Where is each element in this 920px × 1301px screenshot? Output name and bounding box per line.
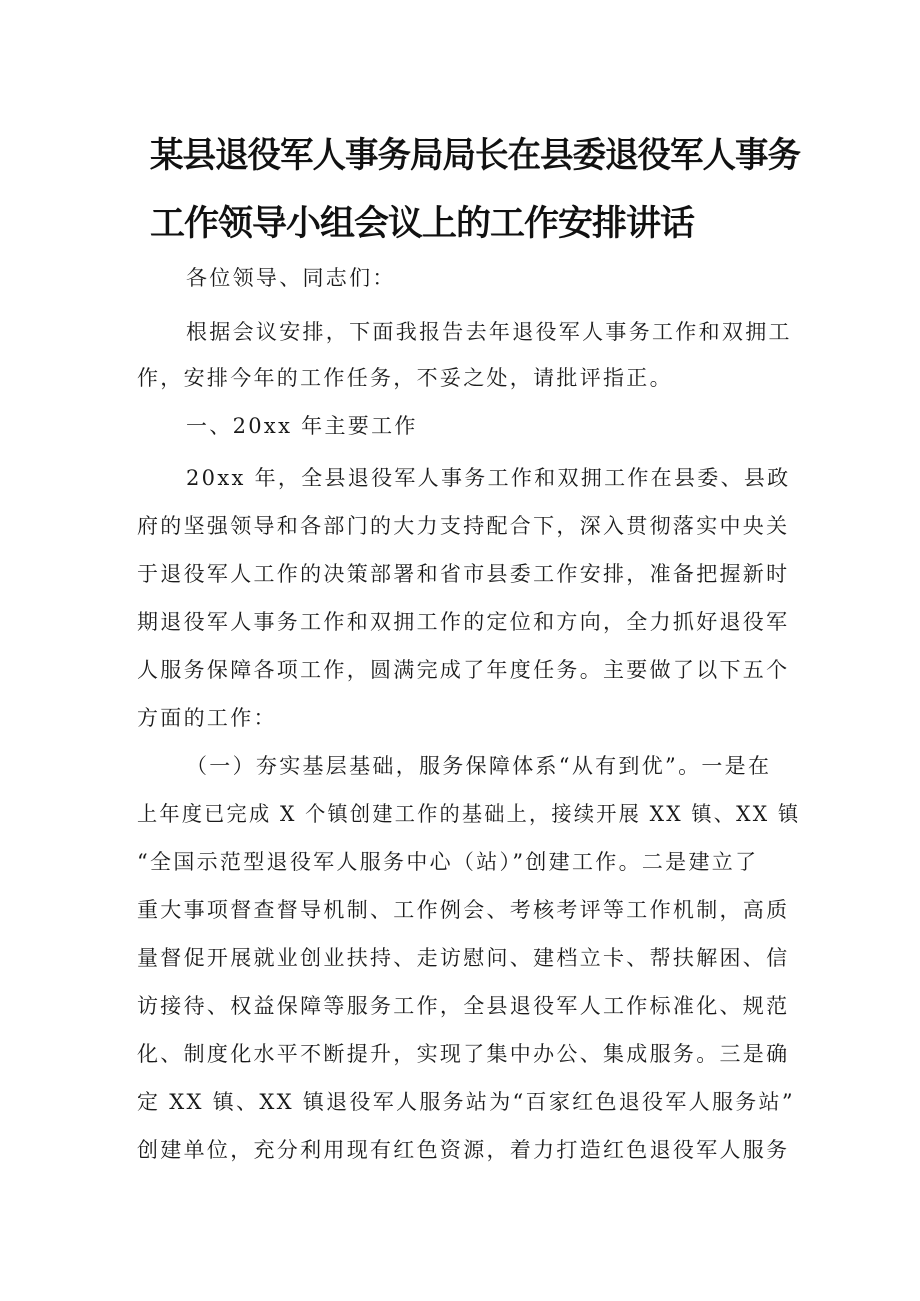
paragraph-line: 创建单位，充分利用现有红色资源，着力打造红色退役军人服务 <box>137 1138 790 1162</box>
document-title-line-2: 工作领导小组会议上的工作安排讲话 <box>150 204 695 244</box>
paragraph-line: 定 XX 镇、XX 镇退役军人服务站为“百家红色退役军人服务站” <box>137 1090 795 1114</box>
paragraph-line: 重大事项督查督导机制、工作例会、考核考评等工作机制，高质 <box>137 898 790 922</box>
paragraph-line: 人服务保障各项工作，圆满完成了年度任务。主要做了以下五个 <box>137 658 790 682</box>
paragraph-line: 化、制度化水平不断提升，实现了集中办公、集成服务。三是确 <box>137 1042 790 1066</box>
paragraph-line: 根据会议安排，下面我报告去年退役军人事务工作和双拥工 <box>186 320 792 344</box>
paragraph-line: 访接待、权益保障等服务工作，全县退役军人工作标准化、规范 <box>137 994 790 1018</box>
paragraph-line: “全国示范型退役军人服务中心（站）”创建工作。二是建立了 <box>137 850 759 874</box>
salutation: 各位领导、同志们： <box>186 266 396 290</box>
paragraph-line: 方面的工作： <box>137 706 277 730</box>
paragraph-line: 上年度已完成 X 个镇创建工作的基础上，接续开展 XX 镇、XX 镇 <box>137 802 801 826</box>
section-heading: 一、20xx 年主要工作 <box>186 414 418 438</box>
paragraph-line: 量督促开展就业创业扶持、走访慰问、建档立卡、帮扶解困、信 <box>137 946 790 970</box>
paragraph-line: 府的坚强领导和各部门的大力支持配合下，深入贯彻落实中央关 <box>137 514 790 538</box>
paragraph-line: 期退役军人事务工作和双拥工作的定位和方向，全力抓好退役军 <box>137 610 790 634</box>
subsection-line: （一）夯实基层基础，服务保障体系“从有到优”。一是在 <box>186 754 772 778</box>
paragraph-line: 作，安排今年的工作任务，不妥之处，请批评指正。 <box>137 366 673 390</box>
document-title-line-1: 某县退役军人事务局局长在县委退役军人事务 <box>150 136 801 176</box>
paragraph-line: 20xx 年，全县退役军人事务工作和双拥工作在县委、县政 <box>186 466 791 490</box>
paragraph-line: 于退役军人工作的决策部署和省市县委工作安排，准备把握新时 <box>137 562 790 586</box>
